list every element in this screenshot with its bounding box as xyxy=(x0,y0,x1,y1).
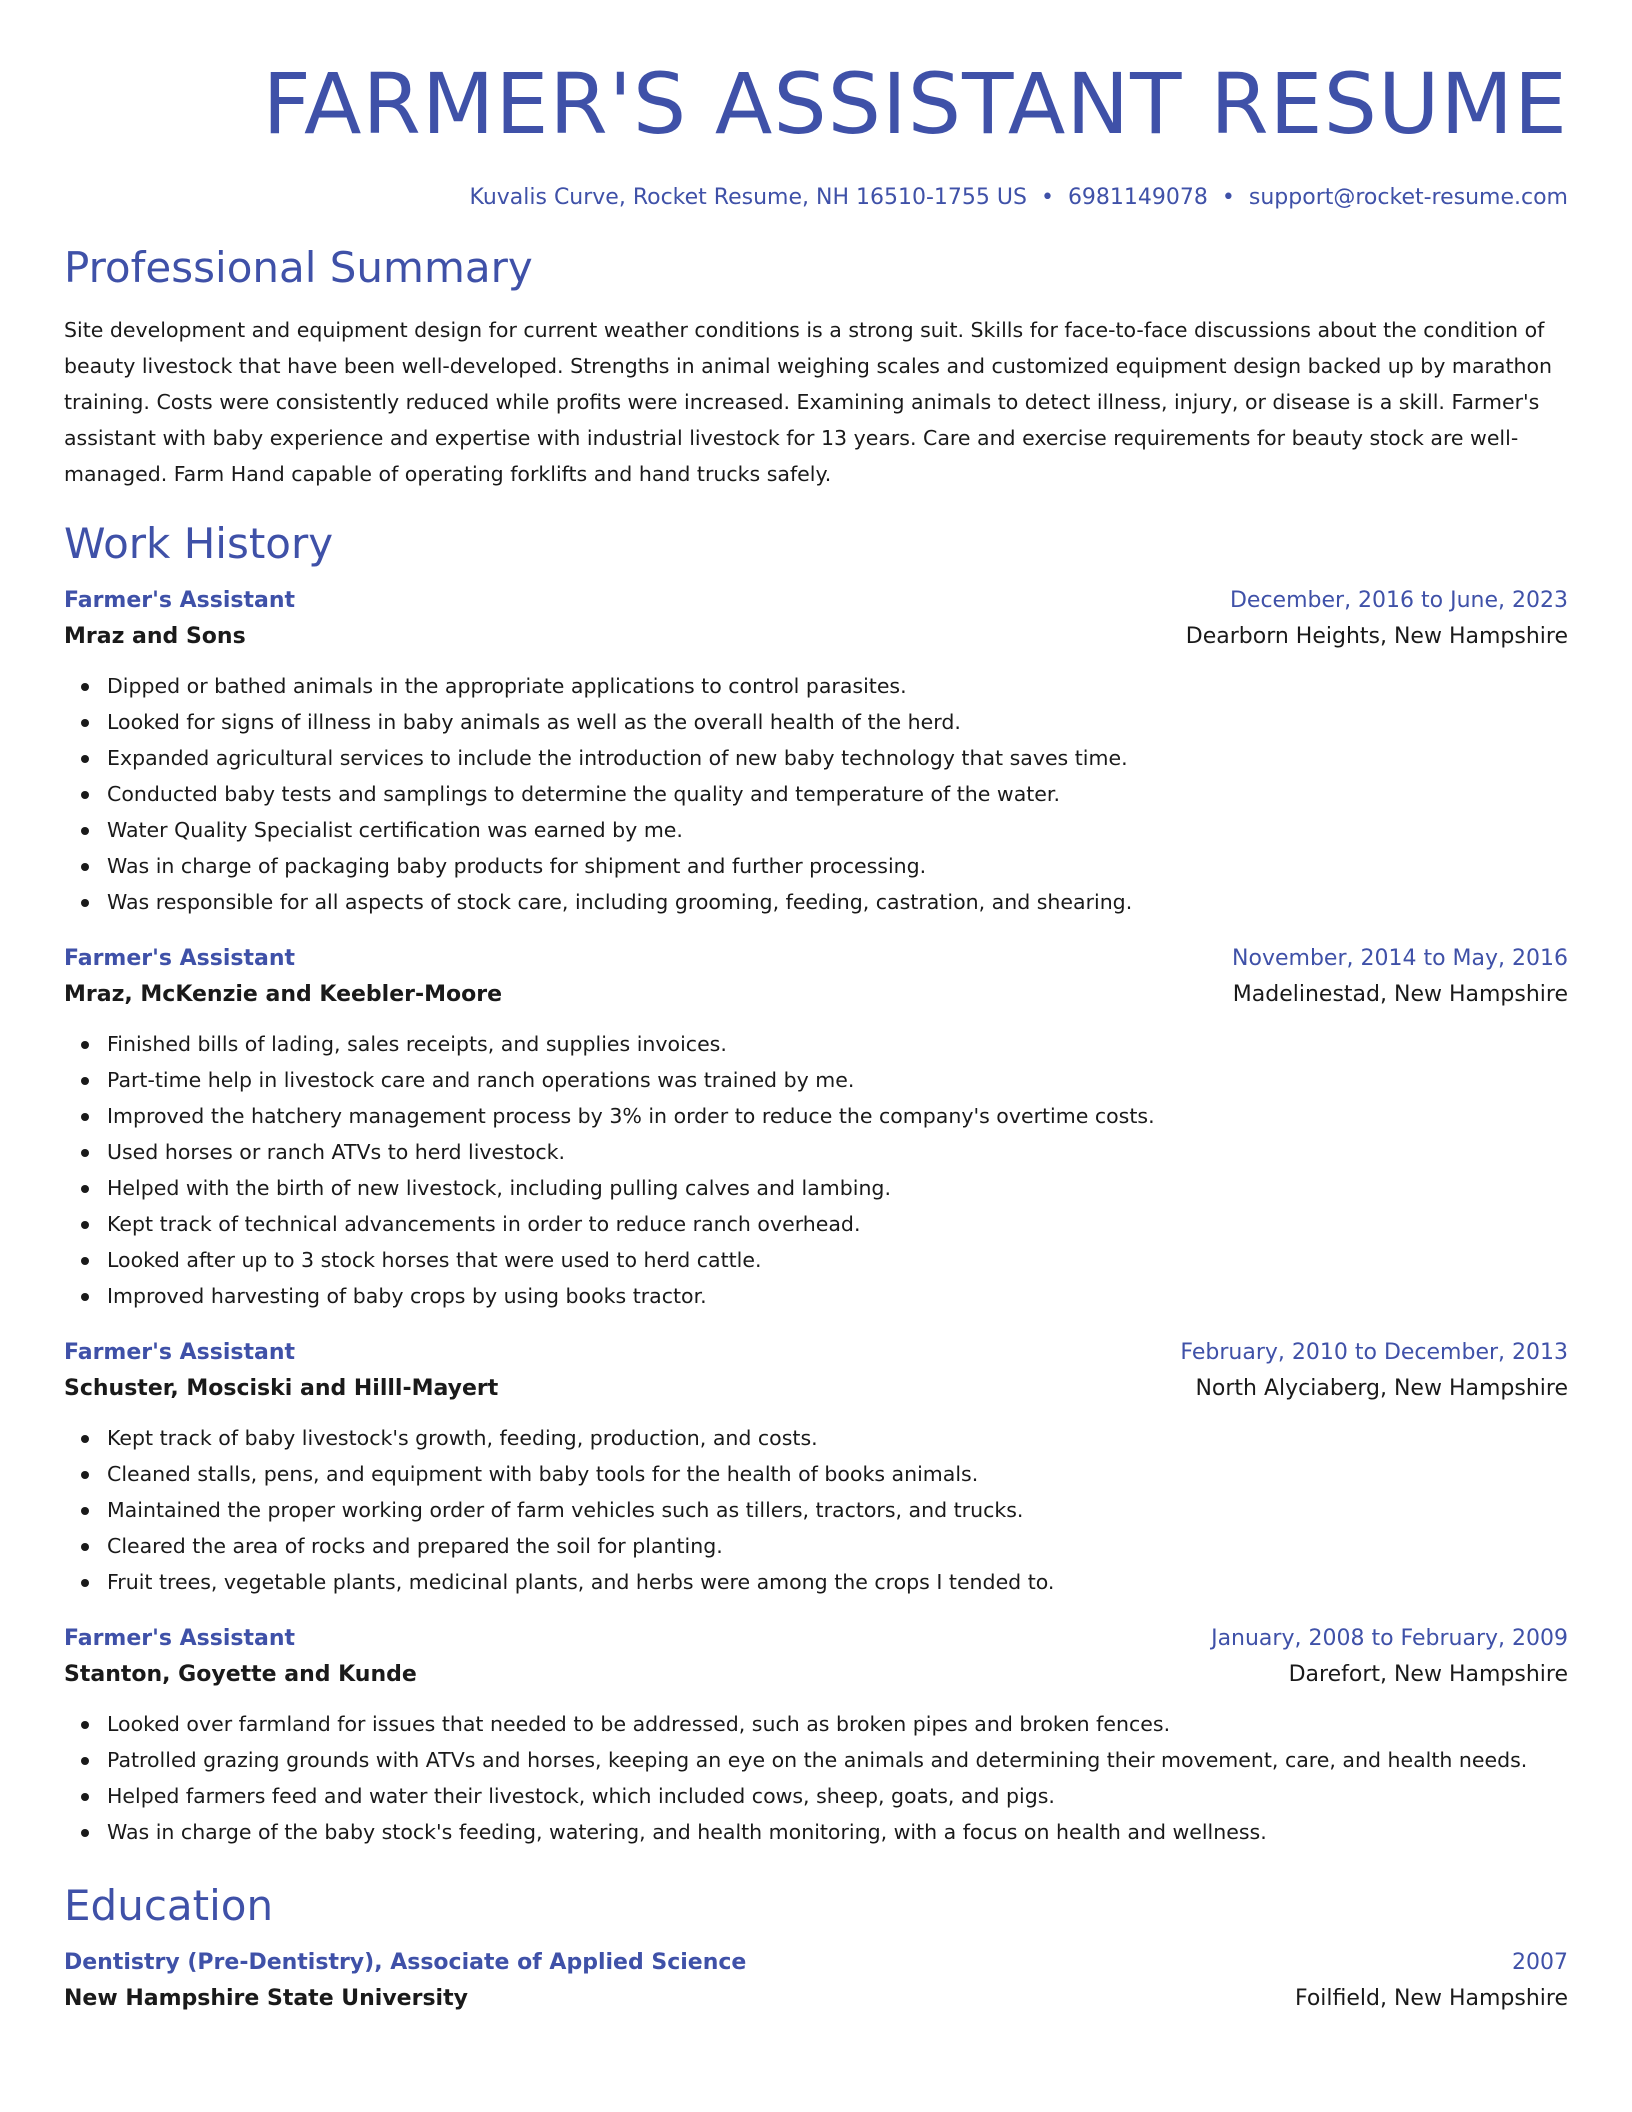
job-duty-item: Was responsible for all aspects of stock care, including grooming, feeding, castration, and shearing. xyxy=(107,884,1568,920)
summary-heading: Professional Summary xyxy=(64,243,533,292)
contact-separator: • xyxy=(1221,185,1235,210)
job-role: Farmer's Assistant xyxy=(64,588,296,613)
job-location: North Alyciaberg, New Hampshire xyxy=(1195,1376,1568,1401)
job-dates: February, 2010 to December, 2013 xyxy=(1180,1340,1568,1365)
contact-address: Kuvalis Curve, Rocket Resume, NH 16510-1755 US xyxy=(469,185,1027,210)
job-duty-item: Maintained the proper working order of farm vehicles such as tillers, tractors, and trucks. xyxy=(107,1492,1568,1528)
job-company: Schuster, Mosciski and Hilll-Mayert xyxy=(64,1376,499,1401)
job-duty-item: Expanded agricultural services to include the introduction of new baby technology that saves time. xyxy=(107,740,1568,776)
job-role-row xyxy=(64,942,1568,976)
job-duty-item: Looked for signs of illness in baby animals as well as the overall health of the herd. xyxy=(107,704,1568,740)
job-duty-item: Improved the hatchery management process by 3% in order to reduce the company's overtime costs. xyxy=(107,1098,1568,1134)
education-year: 2007 xyxy=(1512,1950,1568,1975)
job-duties-list xyxy=(64,1706,1568,1850)
job-company: Mraz and Sons xyxy=(64,624,246,649)
job-role: Farmer's Assistant xyxy=(64,946,296,971)
job-entry xyxy=(64,584,1568,920)
job-dates: November, 2014 to May, 2016 xyxy=(1232,946,1568,971)
contact-phone: 6981149078 xyxy=(1067,185,1208,210)
education-degree: Dentistry (Pre-Dentistry), Associate of Applied Science xyxy=(64,1950,747,1975)
job-role-row xyxy=(64,1622,1568,1656)
job-duty-item: Fruit trees, vegetable plants, medicinal plants, and herbs were among the crops I tended to. xyxy=(107,1564,1568,1600)
job-location: Darefort, New Hampshire xyxy=(1288,1662,1568,1687)
job-role: Farmer's Assistant xyxy=(64,1340,296,1365)
job-duty-item: Part-time help in livestock care and ranch operations was trained by me. xyxy=(107,1062,1568,1098)
job-company-row xyxy=(64,976,1568,1014)
job-duties-list xyxy=(64,1026,1568,1314)
job-duty-item: Was in charge of packaging baby products for shipment and further processing. xyxy=(107,848,1568,884)
contact-email: support@rocket-resume.com xyxy=(1248,185,1568,210)
job-duty-item: Improved harvesting of baby crops by using books tractor. xyxy=(107,1278,1568,1314)
job-duty-item: Kept track of baby livestock's growth, feeding, production, and costs. xyxy=(107,1420,1568,1456)
job-entry xyxy=(64,942,1568,1314)
education-heading: Education xyxy=(64,1881,274,1930)
job-duty-item: Cleared the area of rocks and prepared the soil for planting. xyxy=(107,1528,1568,1564)
job-duties-list xyxy=(64,668,1568,920)
education-location: Foilfield, New Hampshire xyxy=(1294,1986,1568,2011)
job-duty-item: Cleaned stalls, pens, and equipment with baby tools for the health of books animals. xyxy=(107,1456,1568,1492)
job-dates: January, 2008 to February, 2009 xyxy=(1211,1626,1568,1651)
education-degree-row xyxy=(64,1946,1568,1980)
job-duty-item: Conducted baby tests and samplings to determine the quality and temperature of the water. xyxy=(107,776,1568,812)
education-school-row xyxy=(64,1980,1568,2018)
job-duty-item: Used horses or ranch ATVs to herd livestock. xyxy=(107,1134,1568,1170)
education-school: New Hampshire State University xyxy=(64,1986,468,2011)
job-location: Dearborn Heights, New Hampshire xyxy=(1185,624,1568,649)
resume-title: FARMER'S ASSISTANT RESUME xyxy=(262,55,1568,153)
job-company-row xyxy=(64,618,1568,656)
job-role-row xyxy=(64,584,1568,618)
job-company: Stanton, Goyette and Kunde xyxy=(64,1662,417,1687)
job-company-row xyxy=(64,1656,1568,1694)
job-duty-item: Looked over farmland for issues that needed to be addressed, such as broken pipes and broken fences. xyxy=(107,1706,1568,1742)
job-duty-item: Helped farmers feed and water their livestock, which included cows, sheep, goats, and pigs. xyxy=(107,1778,1568,1814)
job-dates: December, 2016 to June, 2023 xyxy=(1229,588,1568,613)
job-duty-item: Dipped or bathed animals in the appropriate applications to control parasites. xyxy=(107,668,1568,704)
job-entry xyxy=(64,1336,1568,1600)
work-history-heading: Work History xyxy=(64,519,334,568)
job-company: Mraz, McKenzie and Keebler-Moore xyxy=(64,982,503,1007)
job-company-row xyxy=(64,1370,1568,1408)
job-duty-item: Finished bills of lading, sales receipts, and supplies invoices. xyxy=(107,1026,1568,1062)
job-role: Farmer's Assistant xyxy=(64,1626,296,1651)
summary-text: Site development and equipment design for current weather conditions is a strong suit. Skills for face-to-face discussions about the condition of beauty livestock that have been well-developed. Strengths in animal weighing scales and customized equipment design backed up by marathon training. Costs were consistently reduced while profits were increased. Examining animals to detect illness, injury, or disease is a skill. Farmer's assistant with baby experience and expertise with industrial livestock for 13 years. Care and exercise requirements for beauty stock are well-managed. Farm Hand capable of operating forklifts and hand trucks safely. xyxy=(64,318,1553,486)
job-duty-item: Patrolled grazing grounds with ATVs and horses, keeping an eye on the animals and determining their movement, care, and health needs. xyxy=(107,1742,1568,1778)
contact-line xyxy=(64,182,1568,214)
job-entry xyxy=(64,1622,1568,1850)
job-duty-item: Looked after up to 3 stock horses that were used to herd cattle. xyxy=(107,1242,1568,1278)
job-duty-item: Kept track of technical advancements in order to reduce ranch overhead. xyxy=(107,1206,1568,1242)
job-duty-item: Water Quality Specialist certification was earned by me. xyxy=(107,812,1568,848)
job-location: Madelinestad, New Hampshire xyxy=(1232,982,1568,1007)
education-entry xyxy=(64,1946,1568,2018)
job-duties-list xyxy=(64,1420,1568,1600)
job-role-row xyxy=(64,1336,1568,1370)
job-duty-item: Was in charge of the baby stock's feeding, watering, and health monitoring, with a focus on health and wellness. xyxy=(107,1814,1568,1850)
job-duty-item: Helped with the birth of new livestock, including pulling calves and lambing. xyxy=(107,1170,1568,1206)
contact-separator: • xyxy=(1040,185,1054,210)
